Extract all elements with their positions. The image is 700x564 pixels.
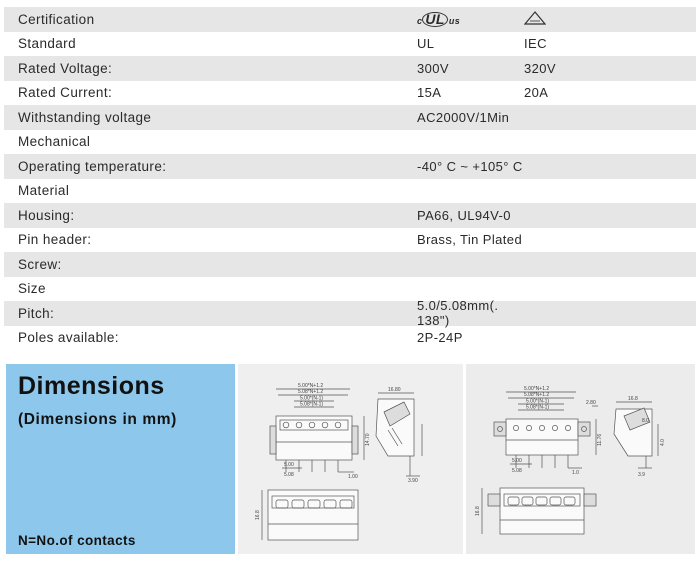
dimension-label: 16.8 — [628, 396, 638, 402]
dimension-label: 1.00 — [348, 474, 358, 480]
spec-row — [4, 154, 696, 179]
spec-value-1: 2P-24P — [417, 330, 463, 346]
vde-triangle-logo — [524, 11, 664, 28]
spec-row — [4, 7, 696, 32]
dimension-label: 5.08*N+1.2 — [298, 389, 324, 395]
specification-table — [4, 7, 696, 350]
dimension-label: 16.8 — [255, 510, 261, 520]
spec-row — [4, 32, 696, 57]
spec-label: Mechanical — [18, 134, 91, 150]
dimension-label: 5.00 — [512, 458, 522, 464]
dimension-label: 3.9 — [638, 472, 645, 478]
dimensions-panel — [6, 364, 235, 554]
spec-label: Rated Current: — [18, 85, 113, 101]
dimension-label: 4.0 — [660, 439, 666, 446]
spec-row — [4, 130, 696, 155]
spec-row — [4, 298, 696, 329]
dimension-label: 5.00*N+1.2 — [524, 386, 550, 392]
spec-row — [4, 179, 696, 204]
dimension-label: 5.08*(N-1) — [526, 404, 550, 411]
spec-row — [4, 228, 696, 253]
spec-label: Material — [18, 183, 70, 199]
spec-value-1: Brass, Tin Plated — [417, 232, 523, 248]
spec-value-1: 300V — [417, 60, 449, 76]
spec-label: Size — [18, 281, 46, 297]
spec-row — [4, 56, 696, 81]
spec-label: Pin header: — [18, 232, 92, 248]
spec-label: Poles available: — [18, 330, 119, 346]
dimension-label: 16.8 — [475, 506, 481, 516]
dimension-label: 8.0 — [642, 418, 649, 424]
c-ul-us-logo: c UL us — [417, 10, 461, 27]
dimension-label: 5.08*N+1.2 — [524, 392, 550, 398]
spec-label: Screw: — [18, 256, 62, 272]
spec-label: Pitch: — [18, 305, 55, 321]
spec-value-2: 320V — [524, 60, 556, 76]
contacts-note: N=No.of contacts — [18, 533, 136, 548]
dimensions-title: Dimensions — [18, 372, 165, 400]
dimension-label: 14.70 — [365, 433, 371, 446]
technical-drawing-2 — [466, 364, 695, 554]
spec-value-2: 20A — [524, 85, 549, 101]
spec-value-1: 5.0/5.08mm(. 138") — [417, 298, 499, 329]
spec-label: Withstanding voltage — [18, 109, 152, 125]
dimension-label: 5.08 — [284, 472, 294, 478]
dimension-label: 5.00 — [284, 462, 294, 468]
spec-row — [4, 252, 696, 277]
spec-value-1: 15A — [417, 85, 442, 101]
spec-row — [4, 277, 696, 302]
spec-label: Certification — [18, 11, 95, 27]
dimension-label: 5.08 — [512, 468, 522, 474]
dimension-label: 5.00*(N-1) — [526, 398, 550, 405]
spec-value-1: UL — [417, 36, 435, 52]
dimension-label: 5.00*N+1.2 — [298, 383, 324, 389]
spec-value-1: PA66, UL94V-0 — [417, 207, 511, 223]
drawing-straight-connector — [238, 364, 463, 554]
dimension-label: 3.90 — [408, 478, 418, 484]
dimension-label: 11.76 — [597, 433, 603, 446]
dimension-label: 2.80 — [586, 400, 596, 406]
dimension-label: 16.80 — [388, 387, 401, 393]
spec-label: Rated Voltage: — [18, 60, 113, 76]
drawing-flanged-connector — [466, 364, 695, 554]
dimension-label: 5.00*(N-1) — [300, 395, 324, 402]
spec-label: Standard — [18, 36, 76, 52]
dimensions-subtitle: (Dimensions in mm) — [18, 411, 177, 428]
spec-label: Operating temperature: — [18, 158, 167, 174]
spec-label: Housing: — [18, 207, 75, 223]
dimension-label: 5.08*(N-1) — [300, 401, 324, 408]
spec-value-1: AC2000V/1Min — [417, 109, 510, 125]
spec-row — [4, 105, 696, 130]
spec-row — [4, 326, 696, 351]
spec-value-2: IEC — [524, 36, 547, 52]
technical-drawing-1 — [238, 364, 463, 554]
spec-row — [4, 81, 696, 106]
dimension-label: 1.0 — [572, 470, 579, 476]
spec-value-1: -40° C ~ +105° C — [417, 158, 523, 174]
spec-row — [4, 203, 696, 228]
